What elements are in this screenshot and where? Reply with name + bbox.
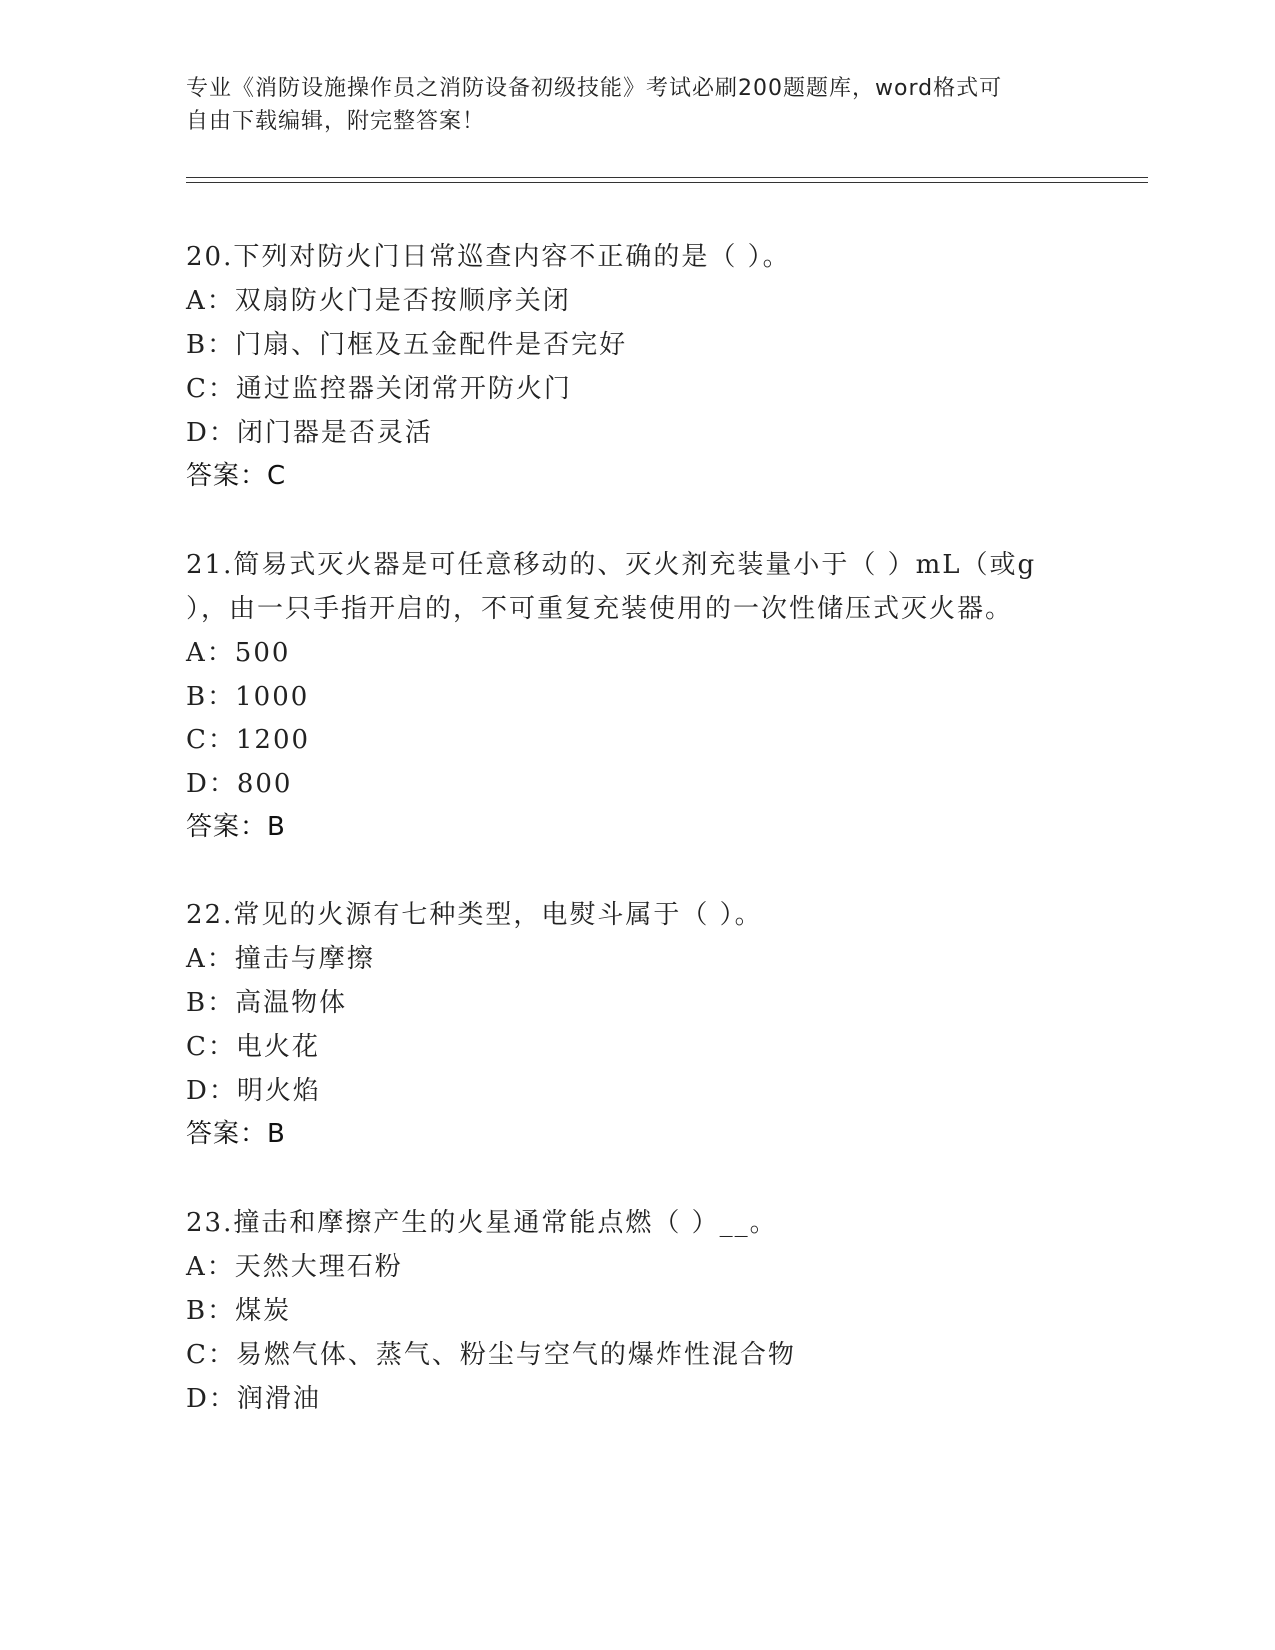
header-line-2: 自由下载编辑，附完整答案！: [186, 109, 486, 134]
question-20-option-a: A：双扇防火门是否按顺序关闭: [186, 286, 571, 316]
question-23-option-b: B：煤炭: [186, 1296, 292, 1326]
question-21-option-a: A：500: [186, 638, 291, 668]
question-22-answer: 答案：B: [186, 1119, 286, 1149]
header-divider-top: [186, 177, 1148, 178]
question-20-option-c: C：通过监控器关闭常开防火门: [186, 374, 572, 404]
question-20-option-b: B：门扇、门框及五金配件是否完好: [186, 330, 628, 360]
question-22-option-d: D：明火焰: [186, 1076, 321, 1106]
document-header: [186, 72, 1066, 138]
header-divider-bottom: [186, 182, 1148, 183]
question-21-stem-line-2: ），由一只手指开启的，不可重复充装使用的一次性储压式灭火器。: [186, 594, 1014, 624]
question-21-option-d: D：800: [186, 769, 293, 799]
question-20-answer: 答案：C: [186, 461, 287, 491]
question-22-option-b: B：高温物体: [186, 988, 348, 1018]
header-line-1: 专业《消防设施操作员之消防设备初级技能》考试必刷200题题库，word格式可: [186, 76, 1003, 101]
question-22-option-a: A：撞击与摩擦: [186, 944, 375, 974]
question-21-option-c: C：1200: [186, 725, 311, 755]
question-20-stem: 20.下列对防火门日常巡查内容不正确的是（ ）。: [186, 242, 791, 272]
question-22-option-c: C：电火花: [186, 1032, 320, 1062]
question-23-stem: 23.撞击和摩擦产生的火星通常能点燃（ ）__。: [186, 1208, 778, 1238]
question-21-stem-line-1: 21.简易式灭火器是可任意移动的、灭火剂充装量小于（ ）mL（或g: [186, 550, 1037, 580]
question-23-option-c: C：易燃气体、蒸气、粉尘与空气的爆炸性混合物: [186, 1340, 796, 1370]
question-23-option-d: D：润滑油: [186, 1384, 321, 1414]
question-21-option-b: B：1000: [186, 682, 310, 712]
question-21-answer: 答案：B: [186, 812, 286, 842]
question-20-option-d: D：闭门器是否灵活: [186, 418, 433, 448]
question-23-option-a: A：天然大理石粉: [186, 1252, 403, 1282]
question-22-stem: 22.常见的火源有七种类型，电熨斗属于（ ）。: [186, 900, 763, 930]
